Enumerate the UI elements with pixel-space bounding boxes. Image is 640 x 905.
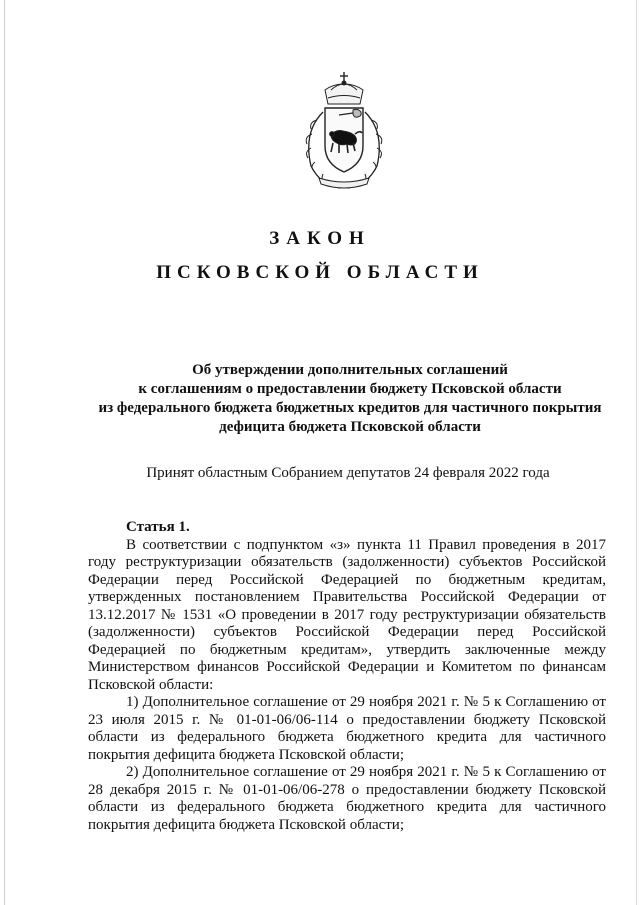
- pskov-coat-of-arms-icon: [295, 68, 393, 196]
- article-item: 1) Дополнительное соглашение от 29 ноября 2021 г. № 5 к Соглашению от 23 июля 2015 г. № 01-01-06/06-114 о предоставлении бюджету Псковской области из федерального бюджета бюджетного кредита для частичного покрытия дефицита бюджета Псковской области;: [88, 694, 606, 763]
- scan-edge-right: [636, 0, 637, 905]
- law-title: ЗАКОН: [269, 228, 371, 249]
- heading-line: Об утверждении дополнительных соглашений: [192, 362, 508, 378]
- scan-edge-left: [4, 0, 5, 905]
- adoption-statement: Принят областным Собранием депутатов 24 февраля 2022 года: [146, 465, 550, 481]
- heading-line: к соглашениям о предоставлении бюджету Псковской области: [138, 381, 562, 397]
- law-subtitle: ПСКОВСКОЙ ОБЛАСТИ: [156, 262, 484, 283]
- law-heading: [80, 361, 620, 437]
- heading-line: дефицита бюджета Псковской области: [219, 419, 481, 435]
- article-title: Статья 1.: [126, 519, 190, 535]
- article-item: 2) Дополнительное соглашение от 29 ноября 2021 г. № 5 к Соглашению от 28 декабря 2015 г. № 01-01-06/06-278 о предоставлении бюджету Псковской области из федерального бюджета бюджетного кредита для частичного покрытия дефицита бюджета Псковской области;: [88, 764, 606, 833]
- article-1: [88, 519, 606, 834]
- heading-line: из федерального бюджета бюджетных кредитов для частичного покрытия: [98, 400, 602, 416]
- article-intro: В соответствии с подпунктом «з» пункта 11 Правил проведения в 2017 году реструктуризации обязательств (задолженности) субъектов Российской Федерации перед Российской Федерацией по бюджетным кредитам, утвержденных постановлением Правительства Российской Федерации от 13.12.2017 № 1531 «О проведении в 2017 году реструктуризации обязательств (задолженности) субъектов Российской Федерации перед Российской Федерацией по бюджетным кредитам», утвердить заключенные между Министерством финансов Российской Федерации и Комитетом по финансам Псковской области:: [88, 536, 606, 693]
